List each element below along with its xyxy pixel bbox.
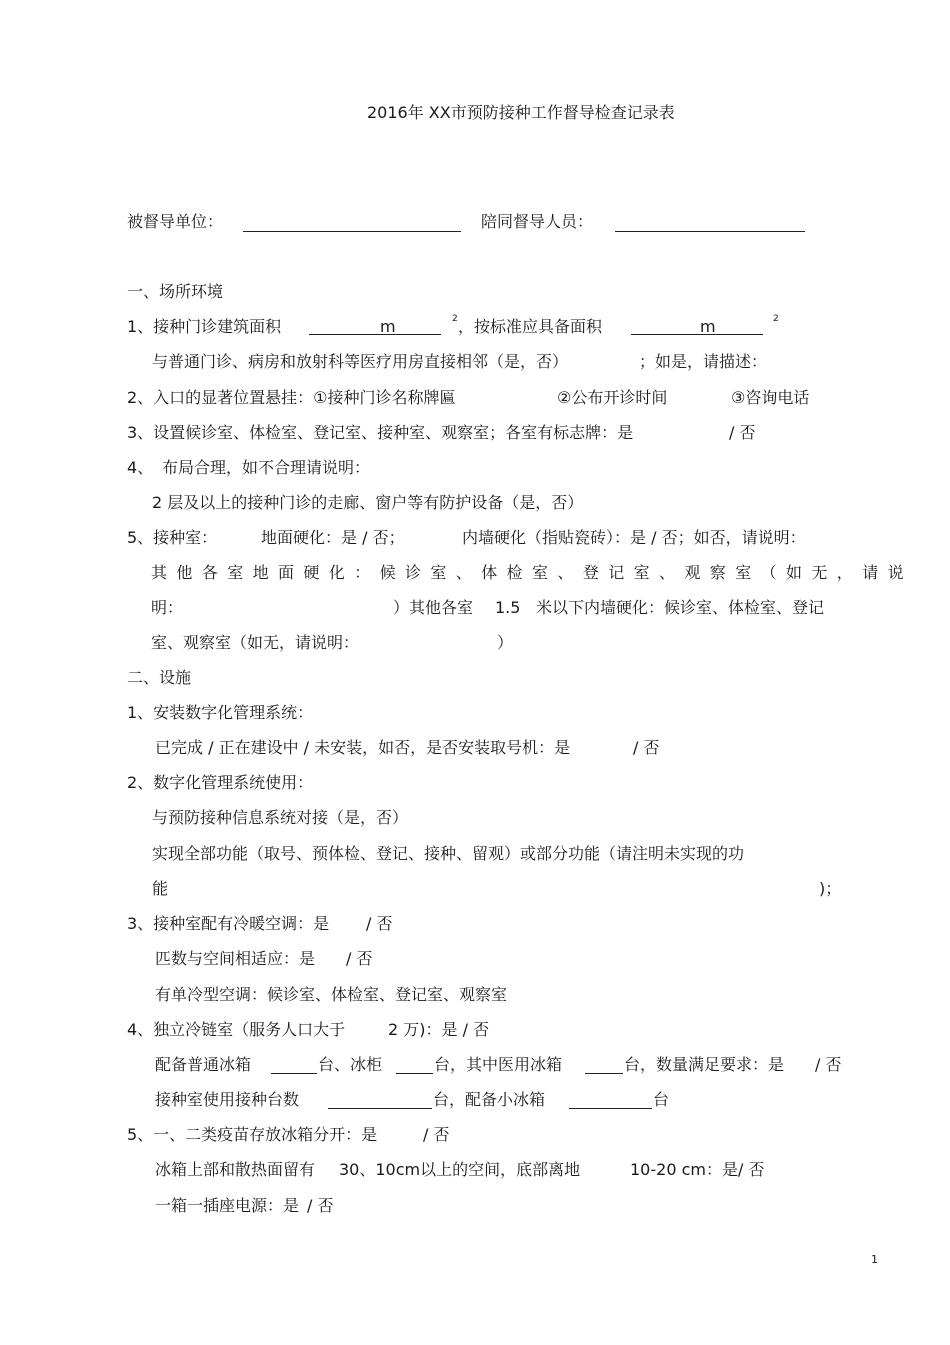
s1-item1-line2: 与普通门诊、病房和放射科等医疗用房直接相邻（是，否）: [152, 352, 569, 371]
s1-item5-line4b: ）: [497, 633, 514, 652]
s2-item2-line4a: 能: [152, 879, 169, 898]
s2-item4: 4、独立冷链室（服务人口大于: [127, 1020, 346, 1039]
s2-item4-line3b: 台，配备小冰箱: [433, 1090, 546, 1109]
s2-item2-line3: 实现全部功能（取号、预体检、登记、接种、留观）或部分功能（请注明未实现的功: [152, 844, 745, 863]
s2-item3-a: 3、接种室配有冷暖空调：是: [127, 914, 330, 933]
unit-sup: 2: [773, 314, 779, 324]
unit-field[interactable]: [243, 231, 461, 232]
s2-item2-line2: 与预防接种信息系统对接（是，否）: [152, 808, 409, 827]
s1-item5-c: 内墙硬化（指贴瓷砖）：是 / 否；如否，请说明：: [462, 528, 806, 547]
section-1-heading: 一、场所环境: [127, 282, 224, 301]
s1-item1-line2b: ；如是，请描述：: [639, 352, 768, 371]
s1-item5-line2: 其他各室地面硬化：候诊室、体检室、登记室、观察室（如无，请说: [151, 563, 914, 582]
unit-label: 被督导单位：: [127, 212, 224, 231]
s2-item3-b: / 否: [366, 914, 393, 933]
unit-m: m: [700, 317, 716, 336]
freezer-count-field[interactable]: [396, 1073, 433, 1074]
small-fridge-count-field[interactable]: [569, 1108, 652, 1109]
s1-item5-line3c: 1.5: [495, 598, 521, 617]
s2-item4-line2a: 配备普通冰箱: [155, 1055, 252, 1074]
s1-item2-a: 2、入口的显著位置悬挂：①接种门诊名称牌匾: [127, 388, 456, 407]
building-area-field[interactable]: [309, 334, 441, 335]
s2-item3-line3: 有单冷型空调：候诊室、体检室、登记室、观察室: [155, 985, 508, 1004]
s2-item5-line3b: / 否: [307, 1196, 334, 1215]
vaccination-desk-count-field[interactable]: [328, 1108, 432, 1109]
s2-item2: 2、数字化管理系统使用：: [127, 773, 314, 792]
s2-item3-line2b: / 否: [346, 949, 373, 968]
s2-item4-line3a: 接种室使用接种台数: [155, 1090, 300, 1109]
s1-item1-text-b: ，按标准应具备面积: [458, 317, 603, 336]
standard-area-field[interactable]: [631, 334, 763, 335]
section-2-heading: 二、设施: [127, 668, 192, 687]
s1-item5-a: 5、接种室：: [127, 528, 218, 547]
s1-item1-text: 1、接种门诊建筑面积: [127, 317, 282, 336]
s2-item5-line3a: 一箱一插座电源：是: [155, 1196, 300, 1215]
s1-item4-a: 4、: [127, 458, 154, 477]
s1-item4-b: 布局合理，如不合理请说明：: [162, 458, 371, 477]
s2-item1: 1、安装数字化管理系统：: [127, 703, 314, 722]
companion-field[interactable]: [615, 231, 805, 232]
unit-m: m: [380, 317, 396, 336]
s2-item3-line2a: 匹数与空间相适应：是: [155, 949, 316, 968]
s2-item4-line2d: 台，数量满足要求：是: [624, 1055, 785, 1074]
s1-item3-b: / 否: [729, 423, 756, 442]
s1-item2-c: ③咨询电话: [731, 388, 810, 407]
s1-item5-b: 地面硬化：是 / 否；: [261, 528, 405, 547]
s2-item1-line2a: 已完成 / 正在建设中 / 未安装，如否，是否安装取号机：是: [155, 738, 571, 757]
s2-item5-a: 5、一、二类疫苗存放冰箱分开：是: [127, 1125, 378, 1144]
s2-item4-line2b: 台、冰柜: [318, 1055, 383, 1074]
s1-item3-a: 3、设置候诊室、体检室、登记室、接种室、观察室；各室有标志牌：是: [127, 423, 634, 442]
unit-sup: 2: [452, 314, 458, 324]
page-title: 2016年 XX市预防接种工作督导检查记录表: [367, 103, 675, 122]
s1-item5-line4a: 室、观察室（如无，请说明：: [151, 633, 360, 652]
s2-item5-line2c: 10-20 cm：是/ 否: [630, 1160, 765, 1179]
page-number: 1: [871, 1253, 878, 1266]
s1-item5-line3b: ）其他各室: [393, 598, 474, 617]
s2-item5-b: / 否: [423, 1125, 450, 1144]
s2-item2-line4b: )；: [819, 879, 842, 898]
s2-item1-line2b: / 否: [633, 738, 660, 757]
s2-item4-line3c: 台: [653, 1090, 670, 1109]
s2-item4-line2e: / 否: [815, 1055, 842, 1074]
s1-item5-line3a: 明：: [151, 598, 184, 617]
s1-item5-line3d: 米以下内墙硬化：候诊室、体检室、登记: [536, 598, 825, 617]
s2-item5-line2a: 冰箱上部和散热面留有: [155, 1160, 316, 1179]
s1-item2-b: ②公布开诊时间: [557, 388, 668, 407]
s2-item4-b: 2 万)：是 / 否: [388, 1020, 490, 1039]
medical-fridge-count-field[interactable]: [585, 1073, 623, 1074]
companion-label: 陪同督导人员：: [481, 212, 594, 231]
fridge-count-field[interactable]: [271, 1073, 317, 1074]
s2-item4-line2c: 台，其中医用冰箱: [434, 1055, 563, 1074]
s1-item4-line2: 2 层及以上的接种门诊的走廊、窗户等有防护设备（是，否）: [152, 493, 584, 512]
s2-item5-line2b: 30、10cm以上的空间，底部离地: [339, 1160, 581, 1179]
